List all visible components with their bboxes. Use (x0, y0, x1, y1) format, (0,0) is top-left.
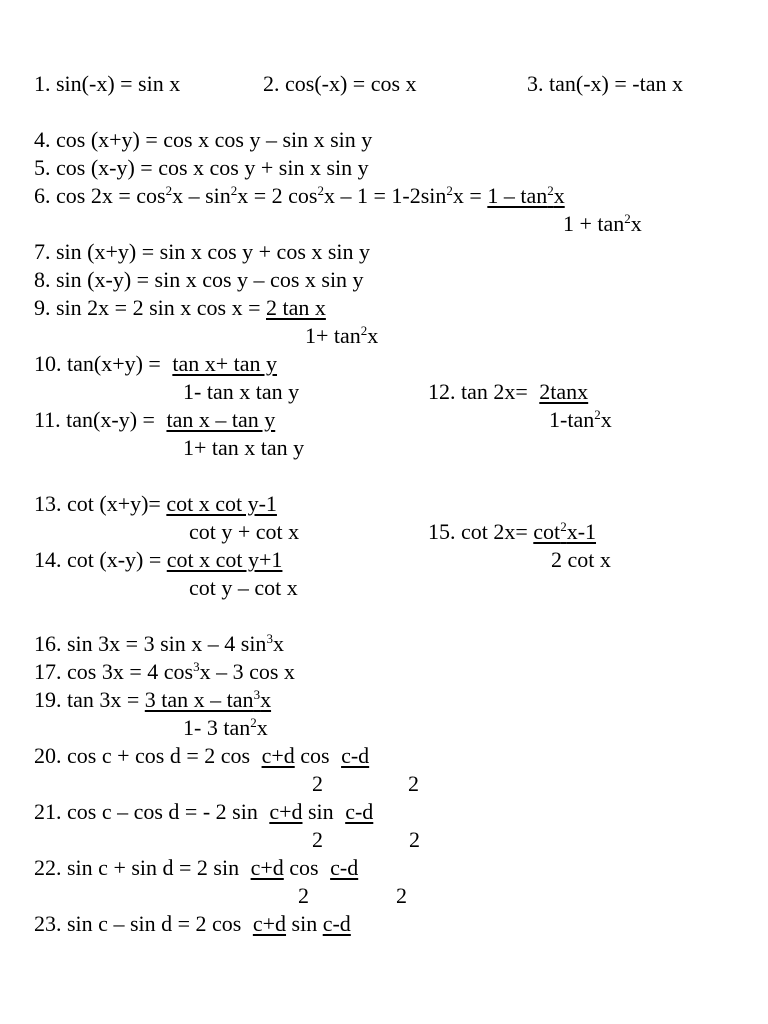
formula-11-denominator: 1+ tan x tan y (183, 435, 305, 460)
numerator-text: cot x cot y+1 (166, 547, 283, 572)
formula-10-label: 10. tan(x+y) = (34, 351, 167, 376)
formula-10-denominator: 1- tan x tan y (183, 379, 300, 404)
formula-6-label: 6. cos 2x = cos (34, 183, 166, 208)
formula-20-denominator-1: 2 (312, 771, 323, 796)
formula-23-numerator-1: c+d (252, 911, 287, 936)
formula-5: 5. cos (x-y) = cos x cos y + sin x sin y (34, 155, 369, 180)
exponent: 3 (266, 631, 273, 646)
formula-23-middle: sin (286, 911, 323, 936)
formula-15-denominator: 2 cot x (551, 547, 611, 572)
formula-20-numerator-1: c+d (261, 743, 295, 768)
formula-20-numerator-2: c-d (341, 743, 370, 768)
exponent: 2 (165, 183, 173, 198)
formula-20-label: 20. cos c + cos d = 2 cos (34, 743, 256, 768)
formula-11 (34, 406, 283, 434)
formula-19-label: 19. tan 3x = (34, 687, 145, 712)
exponent: 2 (560, 519, 567, 534)
numerator-text: x (260, 687, 272, 712)
exponent: 2 (446, 183, 453, 198)
formula-12-label: 12. tan 2x= (428, 379, 534, 404)
exponent: 3 (253, 687, 261, 702)
formula-15-numerator (533, 519, 596, 544)
formula-17-label: 17. cos 3x = 4 cos (34, 659, 194, 684)
numerator-text: 2tanx (539, 379, 589, 404)
numerator-text: tan x+ tan y (172, 351, 278, 376)
formula-19-denominator (183, 714, 268, 742)
formula-21-label: 21. cos c – cos d = - 2 sin (34, 799, 264, 824)
formula-13-label: 13. cot (x+y)= (34, 491, 167, 516)
formula-6 (34, 182, 565, 210)
formula-14-label: 14. cot (x-y) = (34, 547, 167, 572)
formula-19 (34, 686, 271, 714)
numerator-text: 1 – tan (487, 183, 548, 208)
denominator-text: x (630, 211, 642, 236)
formula-19-numerator (145, 687, 271, 712)
formula-16 (34, 630, 284, 658)
exponent: 2 (594, 407, 601, 422)
formula-13-numerator: cot x cot y-1 (166, 491, 277, 516)
denominator-text: 1 + tan (563, 211, 625, 236)
formula-17 (34, 658, 295, 686)
formula-6-term: x – sin (172, 183, 231, 208)
denominator-text: x (600, 407, 612, 432)
numerator-text: 3 tan x – tan (144, 687, 254, 712)
formula-20 (34, 742, 369, 770)
formula-13-denominator: cot y + cot x (189, 519, 300, 544)
formula-17-tail: x – 3 cos x (199, 659, 295, 684)
denominator-text: 1+ tan (305, 323, 361, 348)
formula-21-numerator-1: c+d (269, 799, 303, 824)
formula-10-numerator (166, 351, 297, 376)
numerator-text: x (553, 183, 565, 208)
formula-8: 8. sin (x-y) = sin x cos y – cos x sin y (34, 267, 364, 292)
exponent: 2 (317, 183, 324, 198)
formula-6-term: x = 2 cos (237, 183, 318, 208)
formula-11-numerator (160, 407, 283, 432)
formula-21-numerator-2: c-d (345, 799, 374, 824)
formula-12-denominator (549, 406, 612, 434)
formula-9 (34, 294, 340, 322)
exponent: 2 (624, 211, 631, 226)
formula-21-middle: sin (302, 799, 340, 824)
formula-6-term: x – 1 = 1-2sin (323, 183, 447, 208)
formula-22-label: 22. sin c + sin d = 2 sin (34, 855, 245, 880)
formula-2: 2. cos(-x) = cos x (263, 71, 417, 96)
formula-22-middle: cos (283, 855, 325, 880)
formula-9-numerator (266, 295, 340, 320)
formula-20-middle: cos (294, 743, 336, 768)
formula-16-tail: x (272, 631, 284, 656)
formula-13 (34, 490, 277, 518)
denominator-text: x (367, 323, 379, 348)
formula-10 (34, 350, 297, 378)
formula-1: 1. sin(-x) = sin x (34, 71, 181, 96)
formula-22-numerator-1: c+d (250, 855, 284, 880)
formula-7: 7. sin (x+y) = sin x cos y + cos x sin y (34, 239, 371, 264)
exponent: 2 (360, 323, 368, 338)
formula-11-label: 11. tan(x-y) = (34, 407, 161, 432)
denominator-text: 1-tan (549, 407, 595, 432)
formula-9-label: 9. sin 2x = 2 sin x cos x = (34, 295, 266, 320)
formula-21 (34, 798, 373, 826)
denominator-text: x (256, 715, 268, 740)
formula-12 (428, 378, 600, 406)
formula-22-denominator-2: 2 (396, 883, 407, 908)
formula-14-denominator: cot y – cot x (189, 575, 298, 600)
formula-21-denominator-1: 2 (312, 827, 323, 852)
numerator-text: tan x – tan y (166, 407, 276, 432)
formula-20-denominator-2: 2 (408, 771, 419, 796)
formula-21-denominator-2: 2 (409, 827, 420, 852)
exponent: 2 (230, 183, 238, 198)
formula-12-numerator (533, 379, 600, 404)
formula-22-denominator-1: 2 (298, 883, 309, 908)
formula-16-label: 16. sin 3x = 3 sin x – 4 sin (34, 631, 267, 656)
formula-23-label: 23. sin c – sin d = 2 cos (34, 911, 247, 936)
formula-23-numerator-2: c-d (322, 911, 351, 936)
formula-6-numerator (487, 183, 564, 208)
exponent: 3 (193, 659, 200, 674)
exponent: 2 (250, 715, 257, 730)
formula-22 (34, 854, 358, 882)
formula-15-label: 15. cot 2x= (428, 519, 534, 544)
formula-4: 4. cos (x+y) = cos x cos y – sin x sin y (34, 127, 373, 152)
exponent: 2 (547, 183, 554, 198)
formula-22-numerator-2: c-d (330, 855, 359, 880)
formula-14-numerator (167, 547, 289, 572)
formula-14 (34, 546, 288, 574)
numerator-text: x-1 (566, 519, 597, 544)
numerator-text: cot (533, 519, 561, 544)
formula-9-denominator (305, 322, 378, 350)
numerator-text: 2 tan x (266, 295, 326, 320)
formula-23 (34, 910, 351, 938)
denominator-text: 1- 3 tan (183, 715, 251, 740)
formula-3: 3. tan(-x) = -tan x (527, 71, 683, 96)
formula-6-denominator (563, 210, 642, 238)
formula-15 (428, 518, 596, 546)
formula-6-term: x = (452, 183, 488, 208)
